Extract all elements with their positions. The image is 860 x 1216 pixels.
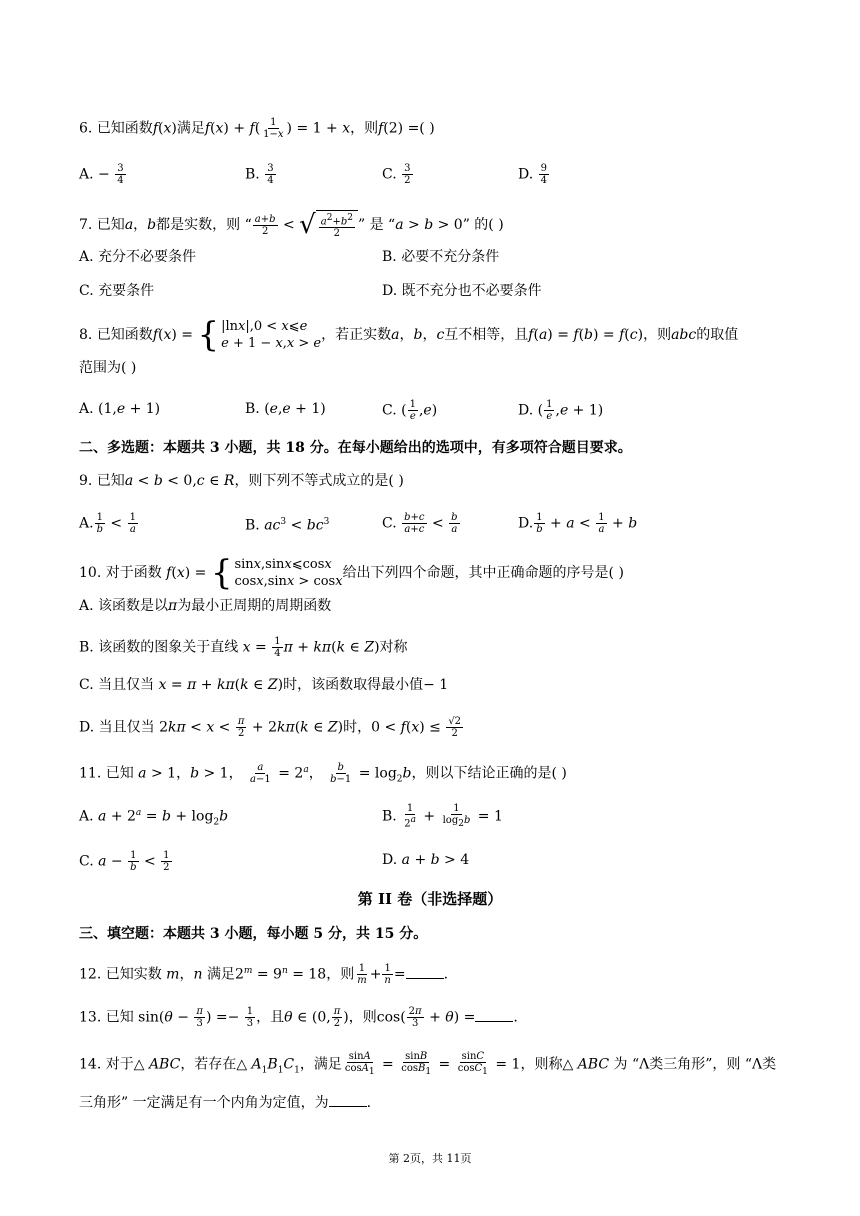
question-7: 7. 已知a，b都是实数，则 “ $\frac{a+b}{2}$ < √ $\frac{a^2+b^2}{2}$ ” 是 “a > b > 0” 的( ) (79, 210, 504, 240)
question-13: 13. 已知 sin(θ − $\frac{\pi}{3}$ ) =− $\frac{1}{3}$ ，且θ ∈ (0, $\frac{\pi}{2}$ )，则cos( $\frac{2\pi}{3}$ + θ) = . (79, 1006, 518, 1029)
q10-option-a[interactable]: A. 该函数是以π为最小正周期的周期函数 (79, 598, 332, 614)
q11-option-a[interactable]: A. $a + 2^a = b + \log_2b$ (79, 808, 229, 828)
q10-option-b[interactable]: B. 该函数的图象关于直线 x = $\frac{1}{4}$ π + kπ(k ∈ Z)对称 (79, 636, 408, 659)
q10-option-d[interactable]: D. 当且仅当 2kπ < x < $\frac{\pi}{2}$ + 2kπ(k ∈ Z)时，0 < f(x) ≤ $\frac{√2}{2}$ (79, 716, 462, 739)
q9-option-c[interactable]: C. $\frac{b+c}{a+c}$ < $\frac{b}{a}$ (382, 512, 458, 535)
q11-option-d[interactable]: D. a + b > 4 (382, 852, 470, 868)
q8-option-a[interactable]: A. (1,e + 1) (79, 401, 161, 417)
q7-option-d[interactable]: D. 既不充分也不必要条件 (382, 283, 542, 299)
question-9: 9. 已知a < b < 0,c ∈ R，则下列不等式成立的是( ) (79, 473, 404, 489)
q6-option-d[interactable]: D. $\frac{9}{4}$ (518, 163, 548, 186)
q7-option-a[interactable]: A. 充分不必要条件 (79, 249, 197, 265)
section-2-heading: 二、多选题：本题共 3 小题，共 18 分。在每小题给出的选项中，有多项符合题目要求。 (79, 440, 632, 456)
q8-line2: 范围为( ) (79, 360, 137, 376)
q13-answer-blank[interactable] (475, 1009, 513, 1022)
q6-option-b[interactable]: B. $\frac{3}{4}$ (245, 163, 274, 186)
question-10: 10. 对于函数 f(x) = { sinx,sinx⩽cosx cosx,sinx > cosx 给出下列四个命题，其中正确命题的序号是( ) (79, 553, 624, 593)
q11-option-c[interactable]: C. a − $\frac{1}{b}$ < $\frac{1}{2}$ (79, 850, 170, 873)
q9-option-a[interactable]: A. $\frac{1}{b}$ < $\frac{1}{a}$ (79, 512, 136, 535)
question-14: 14. 对于△ ABC，若存在△ $A_1B_1C_1$，满足 $\frac{\sin A}{\cos A_1}$ = $\frac{\sin B}{\cos B_1}$ = $\frac{\sin C}{\cos C_1}$ = 1，则称△ ABC 为 “Λ类三角形”，则 “Λ类 (79, 1051, 777, 1077)
q8-option-b[interactable]: B. (e,e + 1) (245, 401, 326, 417)
q8-option-d[interactable]: D. ( $\frac{1}{e}$ ,e + 1) (518, 399, 604, 422)
q14-line2: 三角形” 一定满足有一个内角为定值，为 . (79, 1095, 372, 1111)
q9-option-b[interactable]: B. $ac^3 < bc^3$ (245, 517, 330, 534)
q11-option-b[interactable]: B. $\frac{1}{2^a}$ + $\frac{1}{\log_2b}$ = 1 (382, 803, 503, 830)
page-footer: 第 2页，共 11页 (388, 1152, 472, 1165)
q12-answer-blank[interactable] (406, 966, 444, 979)
q6-option-a[interactable]: A. − $\frac{3}{4}$ (79, 163, 124, 186)
q8-option-c[interactable]: C. ( $\frac{1}{e}$ ,e) (382, 399, 438, 422)
q9-option-d[interactable]: D. $\frac{1}{b}$ + a < $\frac{1}{a}$ + b (518, 512, 638, 535)
question-6: 6. 已知函数f(x)满足f(x) + f( $\frac{1}{1-x}$ ) = 1 + x，则f(2) =( ) (79, 117, 435, 140)
q10-option-c[interactable]: C. 当且仅当 x = π + kπ(k ∈ Z)时，该函数取得最小值− 1 (79, 677, 449, 693)
q6-option-c[interactable]: C. $\frac{3}{2}$ (382, 163, 411, 186)
section-3-heading: 三、填空题：本题共 3 小题，每小题 5 分，共 15 分。 (79, 926, 428, 942)
part-2-title: 第 II 卷（非选择题） (357, 890, 503, 908)
question-12: 12. 已知实数 m，n 满足$2^m = 9^n = 18$，则 $\frac{1}{m}$ + $\frac{1}{n}$ = . (79, 963, 449, 987)
q7-option-c[interactable]: C. 充要条件 (79, 283, 155, 299)
question-8: 8. 已知函数f(x) = { |lnx|,0 < x⩽e e + 1 − x,x > e ，若正实数a，b，c互不相等，且f(a) = f(b) = f(c)，则abc的取值 (79, 315, 739, 355)
q14-answer-blank[interactable] (329, 1094, 367, 1107)
question-11: 11. 已知 a > 1，b > 1， $\frac{a}{a-1}$ = $2^a$， $\frac{b}{b-1}$ = $\log_2b$，则以下结论正确的是( ) (79, 762, 567, 786)
q7-option-b[interactable]: B. 必要不充分条件 (382, 249, 500, 265)
